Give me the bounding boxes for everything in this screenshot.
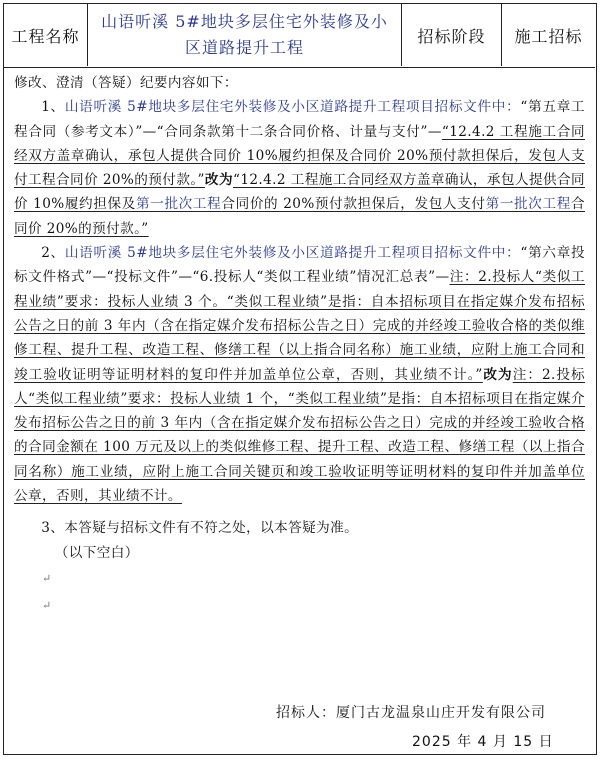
- item-1-chapter: “第五章工程合同（参考文本）”—“合同条款第十二条合同价格、计量与支付”—: [14, 99, 586, 140]
- tender-stage-label: 招标阶段: [402, 4, 502, 66]
- item-1-revised-highlight-2: 第一批次工程: [485, 196, 571, 213]
- item-2-title: 山语听溪 5#地块多层住宅外装修及小区道路提升工程项目招标文件中：: [64, 245, 521, 262]
- tenderer-signature: 招标人：厦门古龙温泉山庄开发有限公司: [276, 705, 546, 721]
- item-2-chapter: “第六章投标文件格式”—“投标文件”—“6.投标人“类似工程业绩”情况汇总表”—: [14, 245, 586, 286]
- item-3: 3、本答疑与招标文件有不符之处，以本答疑为准。: [41, 520, 359, 537]
- item-2-change-word: 改为: [482, 366, 513, 383]
- item-2: [14, 241, 585, 508]
- item-1: [14, 95, 585, 241]
- header-row: [4, 4, 595, 68]
- blank-note: （以下空白）: [54, 544, 139, 561]
- item-1-revised-highlight-1: 第一批次工程: [135, 196, 222, 213]
- item-1-revised-part-c: 合同价的 20%预付款担保后，发包人支付: [221, 196, 486, 213]
- paragraph-mark-2: ↵: [42, 598, 52, 612]
- item-1-revised-part-e: 合同价 20%的预付款。”: [14, 196, 585, 237]
- intro-line: 修改、澄清（答疑）纪要内容如下：: [14, 75, 238, 91]
- project-name-value: 山语听溪 5#地块多层住宅外装修及小区道路提升工程: [88, 4, 402, 66]
- content-body: [4, 68, 595, 619]
- addendum-sheet: [3, 3, 597, 755]
- item-1-original-clause: “12.4.2 工程施工合同经双方盖章确认，承包人提供合同价 10%履约担保及合同价 20%预付款担保后，发包人支付工程合同价 20%的预付款。”: [14, 123, 585, 189]
- item-2-number: 2、: [41, 245, 65, 262]
- signature-date: 2025 年 4 月 15 日: [412, 734, 554, 750]
- item-2-revised-clause: 注：2.投标人“类似工程业绩”要求：投标人业绩 1 个，“类似工程业绩”是指：自本招标项目在指定媒介发布招标公告之日的前 3 年内（含在指定媒介发布招标公告之日）完成的并经竣工验收合格的合同金额在 100 万元及以上的类似维修工程、提升工程、改造工程、修缮工程（以上指合同名称）施工业绩，应附上施工合同关键页和竣工验收证明等证明材料的复印件并加盖单位公章，否则，其业绩不计。: [14, 366, 585, 505]
- project-name-label: 工程名称: [4, 4, 88, 66]
- item-1-number: 1、: [41, 99, 65, 116]
- paragraph-mark-1: ↵: [42, 571, 52, 585]
- tender-stage-value: 施工招标: [514, 26, 583, 46]
- item-1-title: 山语听溪 5#地块多层住宅外装修及小区道路提升工程项目招标文件中：: [64, 99, 521, 116]
- item-2-original-clause: 注：2.投标人“类似工程业绩”要求：投标人业绩 3 个。“类似工程业绩”是指：自本招标项目在指定媒介发布招标公告之日的前 3 年内（含在指定媒介发布招标公告之日）完成的并经竣工验收合格的类似维修工程、提升工程、改造工程、修缮工程（以上指合同名称）施工业绩，应附上施工合同和竣工验收证明等证明材料的复印件并加盖单位公章，否则，其业绩不计。”: [14, 269, 585, 383]
- item-1-revised-part-a: “12.4.2 工程施工合同经双方盖章确认，承包人提供合同价 10%履约担保及: [14, 172, 585, 213]
- item-1-change-word: 改为: [204, 172, 233, 189]
